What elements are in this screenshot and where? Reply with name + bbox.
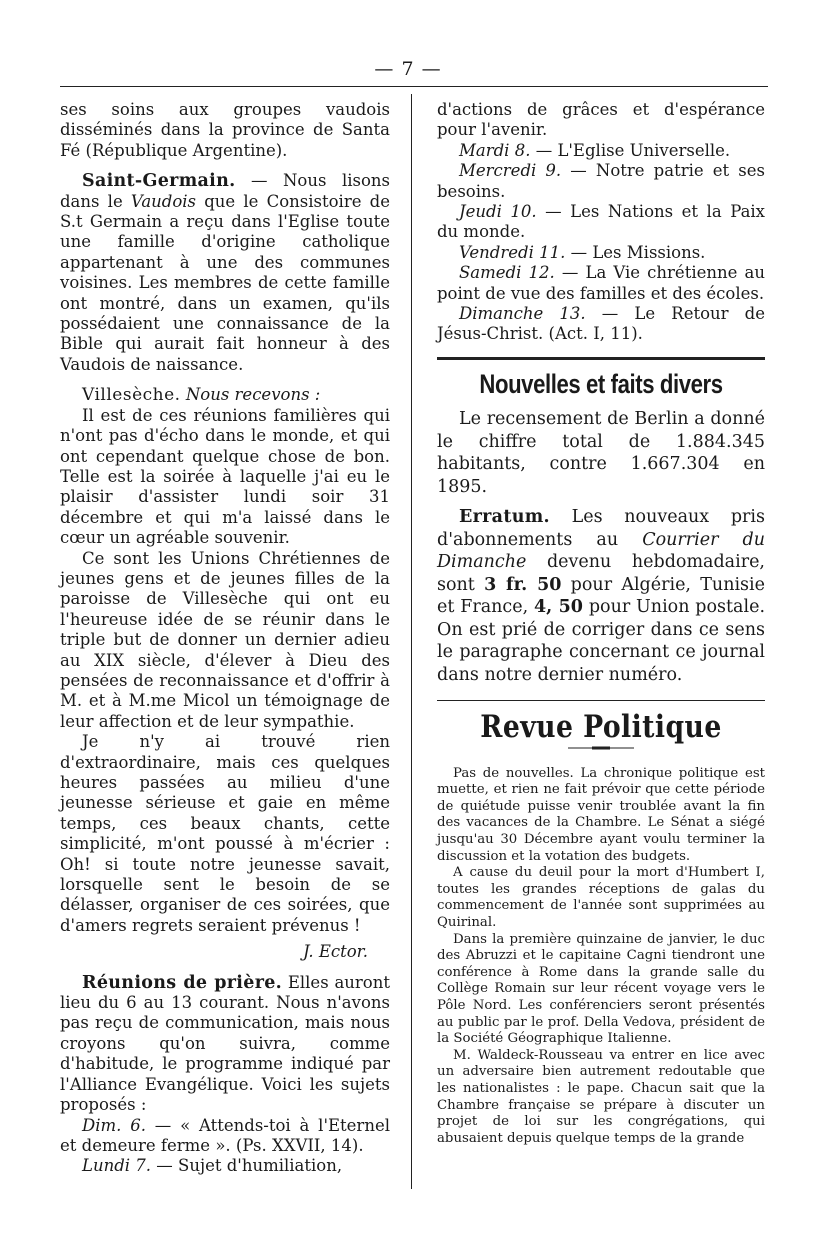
reunions-paragraph <box>60 973 390 1116</box>
column-divider <box>411 94 412 1189</box>
signature: J. Ector. <box>303 942 368 962</box>
revue-paragraph-3: Dans la première quinzaine de janvier, le duc des Abruzzi et le capitaine Cagni tiendront une conférence à Rome dans la grande salle du Collège Romain sur leur récent voyage vers le Pôle Nord. Les conférenciers seront présentés au public par le prof. Della Vedova, président de la Société Géographique Italienne. <box>437 931 765 1047</box>
revue-paragraph-2: A cause du deuil pour la mort d'Humbert I, toutes les grandes réceptions de galas du commencement de l'année sont supprimées au Quirinal. <box>437 865 765 931</box>
page-number: — 7 — <box>374 58 442 80</box>
erratum-text-2: devenu hebdomadaire, sont <box>437 552 765 595</box>
sujet-dim-6-day: Dim. 6. <box>82 1115 146 1135</box>
sujet-mercredi-9-day: Mercredi 9. <box>459 161 562 181</box>
sujet-dimanche-13-day: Dimanche 13. <box>459 304 586 324</box>
reunions-text: Elles auront lieu du 6 au 13 courant. Nous n'avons pas reçu de communication, mais nous croyons qu'on suivra, comme d'habitude, le programme indiqué par l'Alliance Evangélique. Voici les sujets proposés : <box>60 972 390 1115</box>
sujet-mardi-8 <box>437 141 765 161</box>
sujet-jeudi-10-day: Jeudi 10. <box>459 202 537 222</box>
sujet-lundi-7-day: Lundi 7. <box>82 1156 152 1176</box>
sujet-mardi-8-text: — L'Eglise Universelle. <box>530 140 731 160</box>
courrier-title: Courrier du Dimanche <box>437 529 765 573</box>
top-rule <box>60 86 768 87</box>
villeseche-intro: Nous recevons : <box>185 385 321 405</box>
sujet-dim-6-text: — « Attends-toi à l'Eternel et demeure ferme ». (Ps. XXVII, 14). <box>60 1115 390 1155</box>
vaudois-title: Vaudois <box>130 191 197 211</box>
sujet-lundi-7 <box>60 1156 390 1176</box>
revue-paragraph-4: M. Waldeck-Rousseau va entrer en lice avec un adversaire bien autrement redoutable que les nationalistes : le pape. Chacun sait que la Chambre française se prépare à discuter un projet de loi sur les congrégations, qui abusaient depuis quelque temps de la grande <box>437 1047 765 1146</box>
saint-germain-paragraph <box>60 171 390 375</box>
villeseche-heading-line <box>60 385 390 405</box>
villeseche-paragraph-3: Je n'y ai trouvé rien d'extraordinaire, mais ces quelques heures passées au milieu d'une jeunesse sérieuse et gaie en même temps, ces beaux chants, cette simplicité, m'ont poussé à m'écrier : Oh! si toute notre jeunesse savait, lorsquelle sent le besoin de se délasser, organiser de ces soirées, que d'amers regrets seraient prévenus ! <box>60 732 390 935</box>
sujet-samedi-12-text: — La Vie chrétienne au point de vue des familles et des écoles. <box>437 263 765 303</box>
saint-germain-text-1: — Nous lisons dans le <box>60 171 390 211</box>
sujet-dimanche-13 <box>437 304 765 345</box>
revue-body <box>437 766 765 1148</box>
right-column <box>437 100 765 1147</box>
erratum-text-1: Les nouveaux pris d'abonnements au <box>437 507 765 550</box>
revue-paragraph-1: Pas de nouvelles. La chronique politique est muette, et rien ne fait prévoir que cette période de quiétude puisse venir troublée avant la fin des vacances de la Chambre. Le Sénat a siégé jusqu'au 30 Décembre ayant voulu terminer la discussion et la votation des budgets. <box>437 765 765 864</box>
section-rule <box>437 357 765 360</box>
sujet-mardi-8-day: Mardi 8. <box>459 140 531 160</box>
sujet-jeudi-10 <box>437 202 765 243</box>
intro-paragraph: ses soins aux groupes vaudois disséminés dans la province de Santa Fé (République Argentine). <box>60 100 390 160</box>
erratum-heading: Erratum. <box>459 507 550 528</box>
sujet-vendredi-11-day: Vendredi 11. <box>459 242 566 262</box>
sujet-samedi-12-day: Samedi 12. <box>459 263 555 283</box>
villeseche-paragraph-2: Ce sont les Unions Chrétiennes de jeunes gens et de jeunes filles de la paroisse de Villesèche qui ont eu l'heureuse idée de se réunir dans le triple but de donner un dernier adieu au XIX siècle, d'élever à Dieu des pensées de reconnaissance et d'offrir à M. et à M.me Micol un témoignage de leur affection et de leur sympathie. <box>60 548 390 731</box>
reunions-heading: Réunions de prière. <box>82 972 283 993</box>
sujet-dim-6 <box>60 1116 390 1157</box>
berlin-paragraph: Le recensement de Berlin a donné le chiffre total de 1.884.345 habitants, contre 1.667.304 en 1895. <box>437 409 765 497</box>
erratum-text-4: pour Union postale. On est prié de corriger dans ce sens le paragraphe concernant ce journal dans notre dernier numéro. <box>437 597 766 685</box>
price-france: 3 fr. 50 <box>484 574 562 595</box>
villeseche-paragraph-1: Il est de ces réunions familières qui n'ont pas d'écho dans le monde, et qui ont cependant quelque chose de bon. Telle est la soirée à laquelle j'ai eu le plaisir d'assister lundi soir 31 décembre et qui m'a laissé dans le cœur un agréable souvenir. <box>60 405 390 548</box>
sujet-dimanche-13-text: — Le Retour de Jésus-Christ. (Act. I, 11). <box>437 304 766 344</box>
sujet-samedi-12 <box>437 263 765 304</box>
sujet-jeudi-10-text: — Les Nations et la Paix du monde. <box>437 202 765 242</box>
price-union: 4, 50 <box>534 597 583 618</box>
saint-germain-text-2: que le Consistoire de S.t Germain a reçu dans l'Eglise toute une famille d'origine catholique appartenant à une des communes voisines. Les membres de cette famille ont montré, dans un examen, qu'ils possédaient une connaissance de la Bible qui aurait fait honneur à des Vaudois de naissance. <box>60 191 390 374</box>
sujet-vendredi-11-text: — Les Missions. <box>565 242 706 262</box>
nouvelles-body <box>437 408 765 686</box>
revue-title: Revue Politique <box>480 709 722 746</box>
sujet-vendredi-11 <box>437 243 765 263</box>
saint-germain-heading: Saint-Germain. <box>82 171 236 192</box>
erratum-paragraph <box>437 506 765 686</box>
erratum-text-3: pour Algérie, Tunisie et France, <box>437 574 765 618</box>
villeseche-heading: Villesèche. <box>82 385 181 406</box>
continuation-paragraph: d'actions de grâces et d'espérance pour l'avenir. <box>437 100 765 140</box>
sujet-mercredi-9 <box>437 161 765 202</box>
sujet-lundi-7-text: — Sujet d'humiliation, <box>151 1156 343 1176</box>
nouvelles-title: Nouvelles et faits divers <box>479 368 723 399</box>
left-column <box>60 100 390 1177</box>
sujet-mercredi-9-text: — Notre patrie et ses besoins. <box>437 161 765 201</box>
section-rule-2 <box>437 700 765 701</box>
